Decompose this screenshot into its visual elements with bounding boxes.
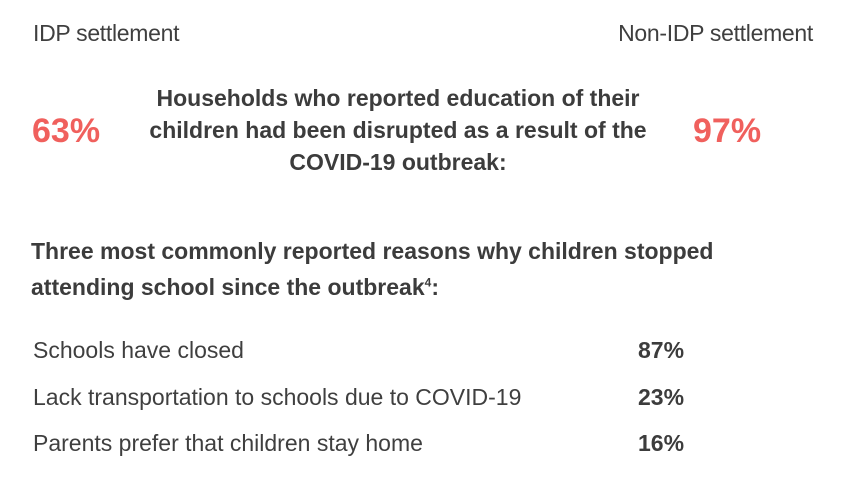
- reason-percent: 16%: [638, 430, 685, 456]
- reason-percent: 23%: [638, 384, 685, 410]
- non-idp-settlement-label: Non-IDP settlement: [618, 20, 813, 46]
- reason-label: Lack transportation to schools due to COVID-19: [33, 384, 522, 410]
- reason-percent: 87%: [638, 337, 685, 363]
- reason-label: Parents prefer that children stay home: [33, 430, 423, 456]
- footnote-marker: 4: [424, 275, 432, 290]
- reasons-heading-text: Three most commonly reported reasons why children stopped attending school since the outbreak: [31, 238, 714, 300]
- idp-settlement-label: IDP settlement: [33, 20, 180, 46]
- reason-row-schools-closed: [33, 337, 713, 371]
- reason-row-parents-prefer-home: [33, 430, 713, 464]
- idp-disruption-percent: 63%: [32, 112, 101, 150]
- disruption-description: Households who reported education of their children had been disrupted as a result of the COVID-19 outbreak:: [149, 85, 647, 175]
- reasons-heading: [31, 233, 731, 305]
- reason-row-lack-transportation: [33, 384, 713, 418]
- reasons-heading-suffix: :: [431, 274, 439, 300]
- reason-label: Schools have closed: [33, 337, 244, 363]
- non-idp-disruption-percent: 97%: [693, 112, 762, 150]
